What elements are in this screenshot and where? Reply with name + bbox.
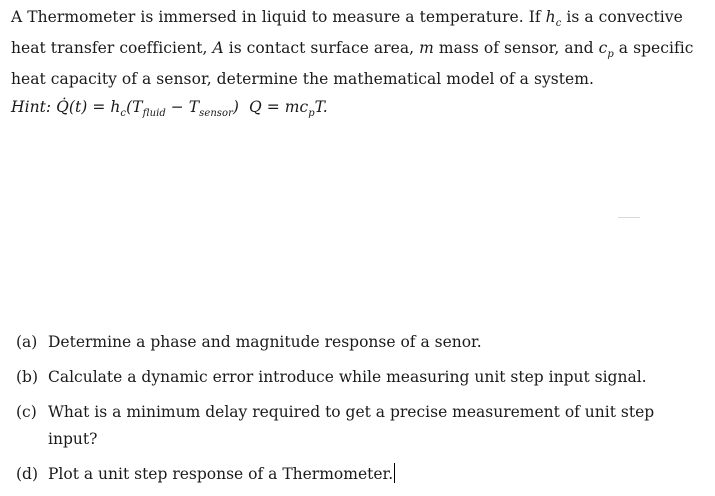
statement-line-1 <box>11 3 701 34</box>
question-label: (b) <box>16 368 39 386</box>
question-text-editable[interactable] <box>48 461 696 488</box>
problem-statement <box>11 3 701 124</box>
statement-text: heat transfer coefficient, <box>11 39 213 57</box>
heat-capacity-equation: Q = mc <box>248 98 309 116</box>
hint-line <box>11 93 701 124</box>
question-b <box>16 364 696 391</box>
question-d[interactable] <box>16 461 696 488</box>
question-label: (a) <box>16 333 38 351</box>
statement-line-3: heat capacity of a sensor, determine the mathematical model of a system. <box>11 70 594 88</box>
heat-flow-equation: Q̇(t) = h <box>56 98 121 116</box>
statement-text: mass of sensor, and <box>433 39 599 57</box>
text-cursor <box>394 463 395 483</box>
question-text: Calculate a dynamic error introduce while measuring unit step input signal. <box>48 368 647 386</box>
equation-part: ) <box>232 98 240 116</box>
question-a <box>16 329 696 356</box>
statement-text: is a convective <box>561 8 683 26</box>
statement-text: a specific <box>613 39 694 57</box>
symbol-cp: c <box>598 39 608 57</box>
question-label: (d) <box>16 465 39 483</box>
symbol-cp-subscript: p <box>607 49 614 60</box>
equation-subscript: fluid <box>142 108 166 119</box>
symbol-hc-subscript: c <box>555 18 562 29</box>
statement-line-2 <box>11 34 701 65</box>
equation-subscript: sensor <box>199 108 233 119</box>
divider <box>618 217 640 218</box>
symbol-area: A <box>212 39 224 57</box>
equation-part: (T <box>126 98 143 116</box>
symbol-mass: m <box>419 39 434 57</box>
hint-label: Hint: <box>11 98 52 116</box>
equation-subscript: c <box>120 108 127 119</box>
symbol-hc: h <box>545 8 556 26</box>
question-text: What is a minimum delay required to get a precise measurement of unit step input? <box>48 403 655 448</box>
equation-part: − T <box>165 98 200 116</box>
statement-text: is contact surface area, <box>223 39 420 57</box>
question-text: Plot a unit step response of a Thermometer. <box>48 465 394 483</box>
question-list <box>16 329 696 488</box>
question-label: (c) <box>16 403 37 421</box>
statement-text: A Thermometer is immersed in liquid to measure a temperature. If <box>11 8 546 26</box>
equation-part: T. <box>314 98 328 116</box>
question-c <box>16 399 696 453</box>
equation-subscript: p <box>308 108 315 119</box>
question-text: Determine a phase and magnitude response of a senor. <box>48 333 482 351</box>
